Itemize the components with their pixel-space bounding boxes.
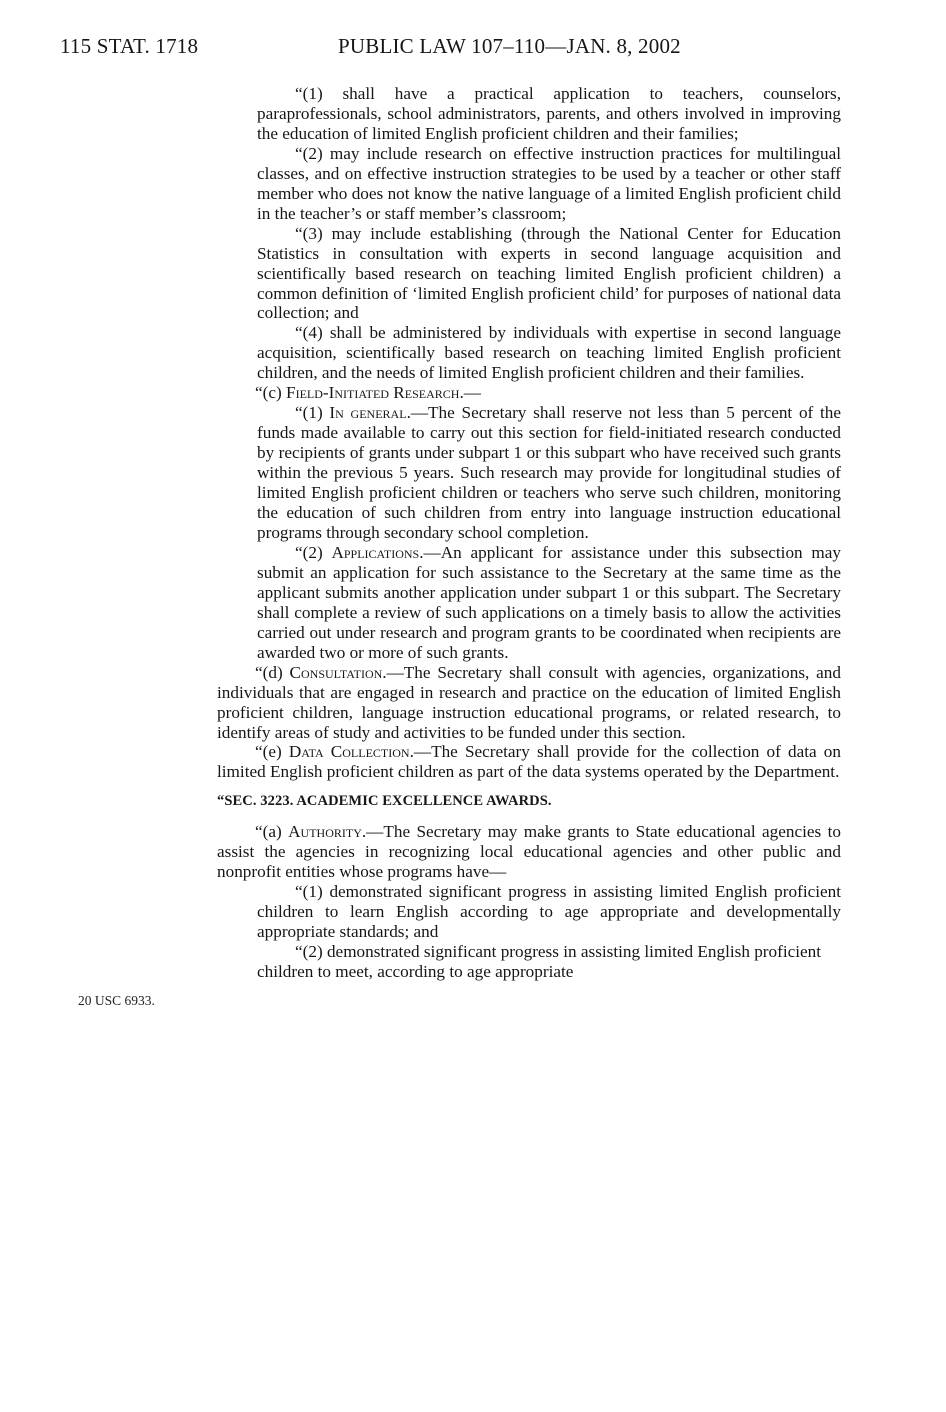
body-text	[217, 84, 841, 982]
subsection-a	[217, 822, 841, 882]
paragraph-b-4: “(4) shall be administered by individuals with expertise in second language acquisition, scientifically based research on teaching limited English proficient children, and the needs of limited English proficient children and their families.	[257, 323, 841, 383]
paragraph-b-1: “(1) shall have a practical application to teachers, counselors, paraprofessionals, school administrators, parents, and others involved in improving the education of limited English proficient children and their families;	[257, 84, 841, 143]
paragraph-a-2: “(2) demonstrated significant progress in assisting limited English proficient children to meet, according to age appropriate	[257, 942, 822, 981]
subsection-e	[217, 742, 841, 782]
section-3223-heading: “SEC. 3223. ACADEMIC EXCELLENCE AWARDS.	[217, 793, 552, 810]
page-header	[60, 34, 886, 64]
subsection-e-text: .—The Secretary shall provide for the collection of data on limited English proficient children as part of the data systems operated by the Department.	[217, 742, 841, 782]
public-law-citation: PUBLIC LAW 107–110—JAN. 8, 2002	[338, 34, 681, 58]
statute-page-number: 115 STAT. 1718	[60, 34, 199, 58]
paragraph-c-1-open: “(1)	[295, 403, 330, 423]
subsection-d-heading: Consultation	[289, 662, 383, 682]
subsection-c-open: “(c)	[255, 383, 287, 403]
subsection-d-text: .—The Secretary shall consult with agencies, organizations, and individuals that are engaged in research and practice on the education of limited English proficient children, language instruction educational programs, or related research, to identify areas of study and activities to be funded under this section.	[217, 662, 841, 742]
paragraph-b-3: “(3) may include establishing (through the National Center for Education Statistics in consultation with experts in second language acquisition and scientifically based research on teaching limited English proficient children) a common definition of ‘limited English proficient child’ for purposes of national data collection; and	[257, 223, 841, 323]
subsection-d	[217, 663, 841, 743]
paragraph-c-1-text: .—The Secretary shall reserve not less than 5 percent of the funds made available to carry out this section for field-initiated research conducted by recipients of grants under subpart 1 or this subpart who have received such grants within the previous 5 years. Such research may provide for longitudinal studies of limited English proficient children or teachers who serve such children, monitoring the education of such children from entry into language instruction educational programs through secondary school completion.	[257, 403, 841, 542]
subsection-e-heading: Data Collection	[288, 742, 410, 762]
paragraph-c-1-heading: In general	[329, 403, 407, 423]
paragraph-a-1: “(1) demonstrated significant progress in assisting limited English proficient children to learn English according to age appropriate and developmentally appropriate standards; and	[257, 882, 841, 942]
paragraph-c-2-open: “(2)	[295, 542, 332, 562]
subsection-a-open: “(a)	[255, 822, 289, 842]
paragraph-c-2-heading: Applications	[331, 542, 420, 562]
paragraph-c-2-text: .—An applicant for assistance under this subsection may submit an application for such assistance to the Secretary at the same time as the applicant submits another application under subpart 1 or this subpart. The Secretary shall complete a review of such applications on a timely basis to allow the activities carried out under research and program grants to be coordinated when recipients are awarded two or more of such grants.	[257, 542, 841, 662]
subsection-c-title: Field-Initiated Research	[286, 383, 460, 403]
subsection-c-tail: .—	[459, 383, 481, 403]
paragraph-c-2	[217, 543, 841, 663]
subsection-c-heading	[217, 383, 841, 403]
subsection-a-text: .—The Secretary may make grants to State educational agencies to assist the agencies in recognizing local educational agencies and other public and nonprofit entities whose programs have—	[217, 822, 841, 882]
paragraph-c-1	[217, 403, 841, 543]
subsection-e-open: “(e)	[255, 742, 289, 762]
usc-margin-note: 20 USC 6933.	[78, 993, 155, 1008]
paragraph-b-2: “(2) may include research on effective instruction practices for multilingual classes, and on effective instruction strategies to be used by a teacher or other staff member who does not know the native language of a limited English proficient child in the teacher’s or staff member’s classroom;	[257, 143, 841, 223]
subsection-a-heading: Authority	[288, 822, 362, 842]
subsection-d-open: “(d)	[255, 662, 290, 682]
